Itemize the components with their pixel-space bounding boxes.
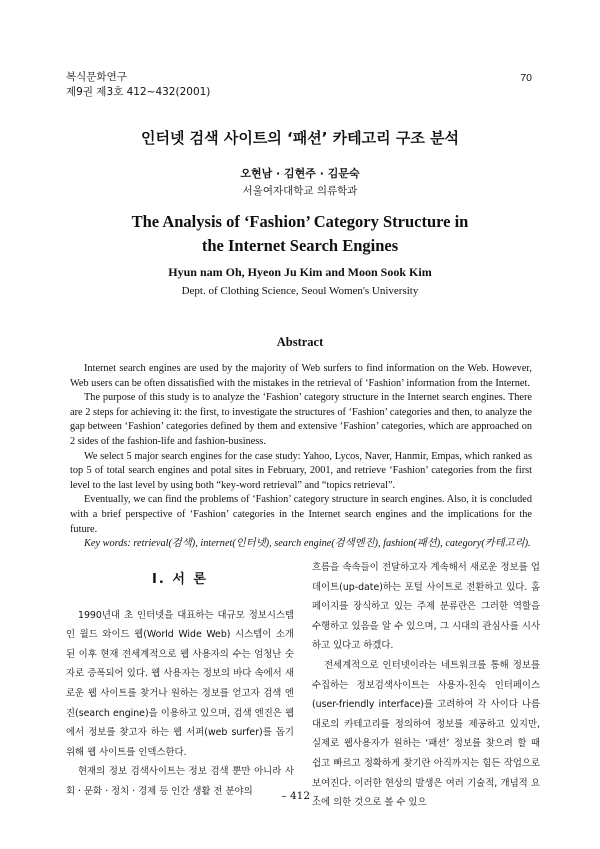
affiliation-korean: 서울여자대학교 의류학과 xyxy=(242,185,358,197)
body-paragraph-continued: 흐름을 속속들이 전달하고자 계속해서 새로운 정보를 업데이트(up-date)하는 포털 사이트로 전환하고 있다. 홈페이지를 장식하고 있는 주제 분류란은 그러한 역할을 수행하고 있음을 알 수 있으며, 그 시대의 관심사를 시사하고 있다고 하겠다. xyxy=(312,562,540,652)
keywords: Key words: retrieval(검색), internet(인터넷), search engine(검색엔진), fashion(패션), category(카테고리). xyxy=(84,538,531,550)
page-footer-number: – 412 – xyxy=(281,790,319,802)
affiliation-english: Dept. of Clothing Science, Seoul Women's University xyxy=(181,285,419,297)
abstract-body xyxy=(70,362,532,552)
right-column xyxy=(312,558,540,813)
title-korean: 인터넷 검색 사이트의 ‘패션’ 카테고리 구조 분석 xyxy=(140,129,460,147)
title-english-line-2: the Internet Search Engines xyxy=(201,236,399,255)
journal-name: 복식문화연구 xyxy=(66,71,127,83)
abstract-paragraph: Eventually, we can find the problems of ‘Fashion’ category structure in search engines. Also, it is concluded with a brief perspective of ‘Fashion’ categories in the Internet search engines and the implications for the future. xyxy=(70,494,532,535)
body-paragraph: 1990년대 초 인터넷을 대표하는 대규모 정보시스템인 월드 와이드 웹(World Wide Web) 시스템이 소개 된 이후 현재 전세계적으로 웹 사용자의 수는 엄청난 숫자로 증폭되어 있다. 웹 사용자는 정보의 바다 속에서 새로운 웹 사이트를 찾거나 원하는 정보를 얻고자 검색 엔진(search engine)을 이용하고 있으며, 검색 엔진은 웹에서 정보를 찾고자 하는 웹 서퍼(web surfer)를 돕기 위해 웹 사이트를 인덱스한다. xyxy=(66,609,294,758)
abstract-heading: Abstract xyxy=(276,335,324,349)
left-column xyxy=(66,570,294,802)
body-paragraph: 전세계적으로 인터넷이라는 네트워크를 통해 정보를 수집하는 정보검색사이트는 사용자-친숙 인터페이스(user-friendly interface)를 고려하여 각 사이다 나름대로의 카테고리를 정의하여 정보를 제공하고 있지만, 실제로 웹사용자가 원하는 ‘패션’ 정보를 찾으려 할 때 쉽고 빠르고 정확하게 찾기란 아직까지는 힘든 작업으로 보여진다. 이러한 현상의 발생은 여러 기술적, 개념적 요소에 의한 것으로 볼 수 있으 xyxy=(312,659,540,809)
authors-korean: 오현남 · 김현주 · 김문숙 xyxy=(240,167,360,180)
title-english-line-1: The Analysis of ‘Fashion’ Category Structure in xyxy=(131,212,469,231)
body-paragraph: 현재의 정보 검색사이트는 정보 검색 뿐만 아니라 사회 · 문화 · 정치 · 경제 등 인간 생활 전 분야의 xyxy=(66,766,294,797)
page-number-top: 70 xyxy=(520,72,532,84)
abstract-paragraph: The purpose of this study is to analyze the ‘Fashion’ category structure in the Internet search engines. There are 2 steps for achieving it: the first, to investigate the structures of ‘Fashion’ categories and then, to analyze the gap between ‘Fashion’ categories defined by them and extensive ‘Fashion’ categories, which are approached on 2 sides of the fashion-life and fashion-business. xyxy=(70,392,532,447)
volume-info: 제9권 제3호 412~432(2001) xyxy=(66,86,211,98)
running-header xyxy=(66,70,210,100)
authors-english: Hyun nam Oh, Hyeon Ju Kim and Moon Sook Kim xyxy=(168,265,432,279)
abstract-paragraph: We select 5 major search engines for the case study: Yahoo, Lycos, Naver, Hanmir, Empas, which ranked as top 5 of total search engines and potal sites in February, 2001, and retrieve ‘Fashion’ categories from the first level to the last level by using both “key-word retrieval” and “topics retrieval”. xyxy=(70,450,532,491)
abstract-paragraph: Internet search engines are used by the majority of Web surfers to find information on the Web. However, Web users can be often dissatisfied with the mistakes in the retrieval of ‘Fashion’ information from the Internet. xyxy=(70,363,532,389)
title-english xyxy=(0,210,600,258)
section-heading: Ⅰ. 서 론 xyxy=(152,572,208,587)
